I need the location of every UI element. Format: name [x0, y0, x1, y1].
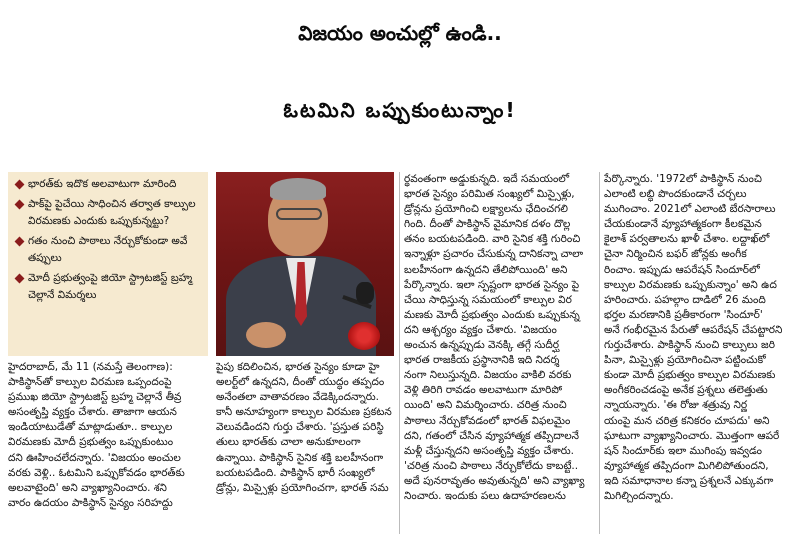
headline-line-1: విజయం అంచుల్లో ఉండి.. — [298, 21, 502, 45]
article-line: అసంతృప్తి వ్యక్తం చేశారు. తాజాగా ఆయన — [8, 406, 177, 419]
article-line: అంచున ఉన్నప్పుడు వెనక్కి తగ్గే సుదీర్ఘ — [404, 339, 560, 352]
article-line: అలర్ట్‌లో ఉన్నదని, దీంతో యుద్ధం తప్పదం — [216, 376, 385, 389]
article-line: డ్రోన్లను ప్రయోగించి లక్ష్యాలను ఛేదించగలి — [404, 203, 568, 216]
article-line: ఇది సమాధానాల కన్నా ప్రశ్నలనే ఎక్కువగా — [604, 474, 774, 487]
article-line: షన్‌ సిందూర్‌కు ఇలా ముగింపు ఇవ్వడం — [604, 444, 762, 457]
headline-line-2: ఓటమిని ఒప్పుకుంటున్నాం! — [283, 98, 517, 122]
photo-hand — [246, 322, 286, 348]
article-line: మళ్లీ చేస్తున్నదని అసంతృప్తి వ్యక్తం చేశారు. — [404, 444, 574, 457]
article-line: చేయి సాధిస్తున్న సమయంలో కాల్పుల విర — [404, 293, 572, 306]
article-line: కుండా మోదీ ప్రభుత్వం కాల్పుల విరమణకు — [604, 369, 776, 382]
column-divider — [399, 172, 400, 534]
article-line: అనేంతలా వాతావరణం వేడెక్కిందన్నారు. — [216, 391, 379, 404]
article-line: మిగిల్చిందన్నారు. — [604, 489, 674, 502]
article-line: గుర్తుచేశారు. పాకిస్థాన్‌ నుంచి కాల్పులు జరి — [604, 339, 775, 352]
article-line: పేర్కొన్నారు. '1972లో పాకిస్థాన్‌ నుంచి — [604, 173, 762, 185]
article-line: ఎలాంటి లబ్ధి పొందకుండానే చర్చలు — [604, 188, 747, 201]
article-line: తులు భారత్‌కు చాలా అనుకూలంగా — [216, 436, 361, 449]
article-line: పినా, మిస్సైళ్లు ప్రయోగించినా పట్టించుకో — [604, 354, 766, 367]
highlight-item: పాక్‌పై పైచేయి సాధించిన తర్వాత కాల్పుల విరమణకు ఎందుకు ఒప్పుకున్నట్టు? — [14, 196, 202, 230]
article-line: ఇన్నాళ్లూ ప్రచారం చేసుకున్న దానికన్నా చాలా — [404, 248, 584, 261]
highlights-box — [8, 172, 208, 356]
article-line: ప్రముఖ జియో స్ట్రాటజిస్ట్‌ బ్రహ్మ చెల్లానే తీవ్ర — [8, 391, 182, 404]
article-line: ఘాటుగా వ్యాఖ్యానించారు. మొత్తంగా ఆపరే — [604, 429, 780, 442]
article-line: పేర్కొన్నారు. ఇలా స్పష్టంగా భారత సైన్యం పై — [404, 278, 580, 291]
article-line: వారం ఉదయం పాకిస్థాన్‌ సైన్యం సరిహద్దు — [8, 496, 173, 509]
article-line: భారత రాజకీయ ప్రస్థానానికి ఇది నిదర్శ — [404, 354, 560, 367]
article-line: రించాం. ఇప్పుడు ఆపరేషన్‌ సిందూర్‌లో — [604, 263, 760, 276]
article-line: బయటపడింది. పాకిస్థాన్‌ భారీ సంఖ్యలో — [216, 466, 375, 479]
article-line: కైలాశ్‌ పర్వతాలను ఖాళీ చేశాం. లద్దాఖ్‌లో — [604, 233, 770, 246]
article-line: పాఠాలు నేర్చుకోవడంలో భారత్‌ విఫలమైం — [404, 414, 571, 427]
article-line: చేయకుండానే వ్యూహాత్మకంగా కీలకమైన — [604, 218, 762, 231]
article-line: విరమణకు మోదీ ప్రభుత్వం ఒప్పుకుంటుం — [8, 436, 174, 449]
article-line: హైదరాబాద్‌, మే 11 (నమస్తే తెలంగాణ): — [8, 361, 173, 373]
article-line: 'చరిత్ర నుంచి పాఠాలు నేర్చుకోలేదు కాబట్టే.. — [404, 459, 579, 472]
microphone-icon — [356, 282, 374, 304]
highlight-item: గతం నుంచి పాఠాలు నేర్చుకోకుండా అవే తప్పులు — [14, 233, 202, 267]
article-line: కానీ అనూహ్యంగా కాల్పుల విరమణ ప్రకటన — [216, 406, 392, 419]
article-line: అలవాటైంది' అని వ్యాఖ్యానించారు. శని — [8, 481, 167, 494]
highlight-item: మోదీ ప్రభుత్వంపై జియో స్ట్రాటజిస్ట్ బ్రహ్మ చెల్లానే విమర్శలు — [14, 270, 202, 304]
article-line: యింది' అని విమర్శించారు. చరిత్ర నుంచి — [404, 399, 567, 412]
highlight-item: భారత్‌కు ఇదొక అలవాటుగా మారింది — [14, 176, 202, 193]
article-line: చైనా నిర్మించిన బఫర్‌ జోన్లకు అంగీక — [604, 248, 747, 261]
photo-hair — [270, 178, 326, 200]
article-line: తనం బయటపడింది. వారి సైనిక శక్తి గురించి — [404, 233, 581, 246]
article-line: హరించారు. పహల్గాం దాడిలో 26 మంది — [604, 293, 766, 306]
article-line: ఉన్నాయి. పాకిస్థాన్‌ సైనిక శక్తి బలహీనంగా — [216, 451, 384, 464]
article-line: కాల్పుల విరమణకు ఒప్పుకున్నాం' అని ఉద — [604, 278, 777, 291]
column-divider — [599, 172, 600, 534]
flower-icon — [348, 322, 380, 350]
article-line: అనే గంభీరమైన పేరుతో ఆపరేషన్‌ చేపట్టారని — [604, 323, 783, 336]
article-line: దని, గతంలో చేసిన వ్యూహాత్మక తప్పిదాలనే — [404, 429, 580, 442]
article-line: వెలువడిందని గుర్తు చేశారు. 'ప్రస్తుత పరిస్థి — [216, 421, 384, 434]
article-line: దని ఆశ్చర్యం వ్యక్తం చేశారు. 'విజయం — [404, 323, 557, 336]
article-line: భారత సైన్యం పరిమిత సంఖ్యలో మిస్సైళ్లు, — [404, 188, 575, 201]
article-line: మణకు మోదీ ప్రభుత్వం ఎందుకు ఒప్పుకున్న — [404, 308, 580, 321]
article-line: గింది. దీంతో పాకిస్థాన్‌ వైమానిక దళం దొల్ల — [404, 218, 571, 231]
article-column-1b — [216, 360, 394, 496]
article-line: అంగీకరించడంపై అనేక ప్రశ్నలు తలెత్తుతు — [604, 384, 768, 397]
article-column-1a — [8, 360, 208, 511]
article-line: భర్తల మరణానికి ప్రతీకారంగా 'సిందూర్‌' — [604, 308, 763, 321]
speaker-photo — [216, 172, 394, 356]
article-line: ముగించాం. 2021లో ఎలాంటి బేరసారాలు — [604, 203, 776, 216]
article-line: యంపై మన చరిత్ర కనికరం చూపదు' అని — [604, 414, 770, 427]
article-line: పైపు కదిలించిన, భారత సైన్యం కూడా హై — [216, 361, 380, 373]
article-line: ర్థవంతంగా అడ్డుకున్నది. ఇదే సమయంలో — [404, 173, 570, 185]
article-line: వ్యూహాత్మక తప్పిదంగా మిగిలిపోతుందని, — [604, 459, 769, 472]
article-line: పాకిస్థాన్‌తో కాల్పుల విరమణ ఒప్పందంపై — [8, 376, 172, 389]
article-line: వెళ్లి తిరిగి రావడం అలవాటుగా మారిపో — [404, 384, 563, 397]
article-line: ఇండియాటుడేతో మాట్లాడుతూ.. కాల్పుల — [8, 421, 173, 434]
article-line: నించారు. ఇందుకు పలు ఉదాహరణలను — [404, 489, 566, 502]
article-column-2 — [404, 172, 594, 504]
article-line: బలహీనంగా ఉన్నదని తేలిపోయింది' అని — [404, 263, 568, 276]
article-line: న్నాయన్నారు. 'ఈ రోజు శత్రువు నిర్ణ — [604, 399, 748, 412]
glasses-icon — [276, 208, 322, 220]
article-line: అదే పునరావృతం అవుతున్నది' అని వ్యాఖ్యా — [404, 474, 585, 487]
article-column-3 — [604, 172, 794, 504]
highlights-list — [14, 176, 202, 304]
article-line: దని ఊహించలేదన్నారు. 'విజయం అంచుల — [8, 451, 181, 464]
article-line: వరకు వెళ్లి.. ఓటమిని ఒప్పుకోవడం భారత్‌కు — [8, 466, 185, 479]
article-line: డ్రోన్లు, మిస్సైళ్లు ప్రయోగించగా, భారత్‌ సమ — [216, 481, 389, 494]
article-line: నంగా నిలుస్తున్నది. విజయం వాకిలి వరకు — [404, 369, 572, 382]
